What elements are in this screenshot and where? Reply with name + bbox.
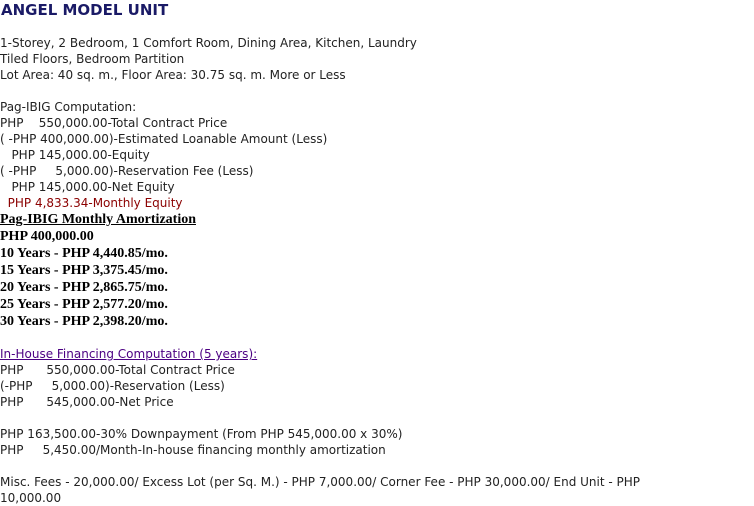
misc-fees-line: Misc. Fees - 20,000.00/ Excess Lot (per Sq. M.) - PHP 7,000.00/ Corner Fee - PHP 30,000.00/ End Unit - PHP [0, 475, 641, 489]
amortization-term: 30 Years - PHP 2,398.20/mo. [0, 314, 168, 329]
description-line: Tiled Floors, Bedroom Partition [0, 52, 185, 66]
amortization-term: 15 Years - PHP 3,375.45/mo. [0, 263, 168, 278]
amortization-heading: Pag-IBIG Monthly Amortization [0, 212, 196, 227]
description-line: Lot Area: 40 sq. m., Floor Area: 30.75 sq. m. More or Less [0, 68, 346, 82]
pagibig-line: PHP 550,000.00-Total Contract Price [0, 116, 228, 130]
inhouse-line: PHP 545,000.00-Net Price [0, 395, 174, 409]
amortization-term: 25 Years - PHP 2,577.20/mo. [0, 297, 168, 312]
pagibig-line: ( -PHP 5,000.00)-Reservation Fee (Less) [0, 164, 254, 178]
amortization-term: 10 Years - PHP 4,440.85/mo. [0, 246, 168, 261]
inhouse-line: (-PHP 5,000.00)-Reservation (Less) [0, 379, 225, 393]
pagibig-heading: Pag-IBIG Computation: [0, 100, 137, 114]
pagibig-line: PHP 145,000.00-Net Equity [0, 180, 175, 194]
monthly-amortization-line: PHP 5,450.00/Month-In-house financing monthly amortization [0, 443, 386, 457]
inhouse-line: PHP 550,000.00-Total Contract Price [0, 363, 235, 377]
amortization-term: 20 Years - PHP 2,865.75/mo. [0, 280, 168, 295]
page-title: ANGEL MODEL UNIT [1, 1, 169, 19]
loan-amount: PHP 400,000.00 [0, 229, 94, 244]
inhouse-heading: In-House Financing Computation (5 years): [0, 347, 258, 361]
misc-fees-line: 10,000.00 [0, 491, 62, 505]
description-line: 1-Storey, 2 Bedroom, 1 Comfort Room, Dining Area, Kitchen, Laundry [0, 36, 417, 50]
pagibig-line: PHP 145,000.00-Equity [0, 148, 150, 162]
monthly-equity: PHP 4,833.34-Monthly Equity [0, 196, 183, 210]
pagibig-line: ( -PHP 400,000.00)-Estimated Loanable Amount (Less) [0, 132, 328, 146]
downpayment-line: PHP 163,500.00-30% Downpayment (From PHP 545,000.00 x 30%) [0, 427, 403, 441]
